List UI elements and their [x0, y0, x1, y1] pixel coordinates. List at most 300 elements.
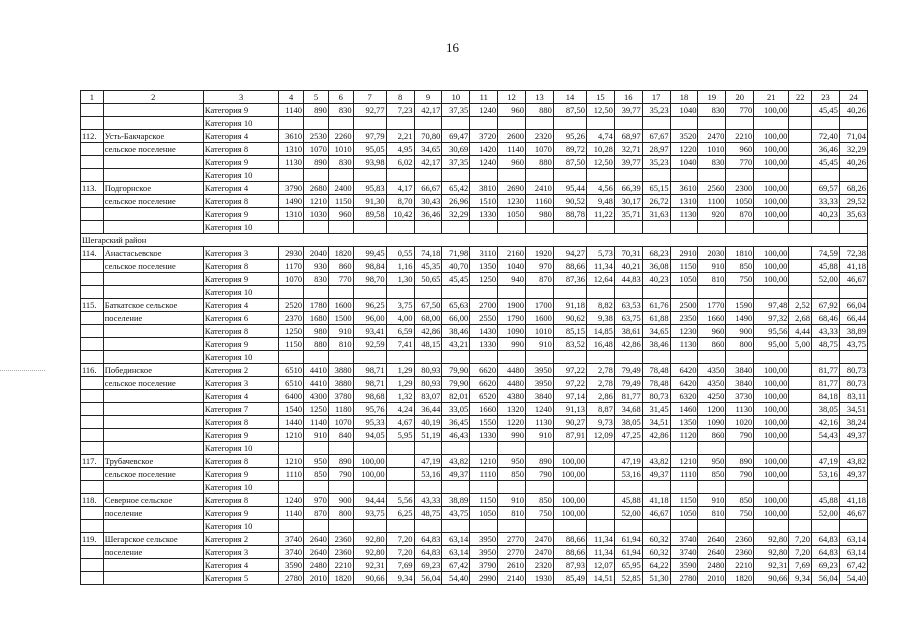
- category-label: Категория 10: [203, 520, 278, 533]
- value-cell: 47,19: [614, 455, 642, 468]
- value-cell: 2930: [279, 247, 304, 260]
- header-cell: 10: [442, 91, 470, 104]
- value-cell: 2360: [328, 546, 353, 559]
- value-cell: 840: [328, 429, 353, 442]
- value-cell: 90,52: [553, 195, 586, 208]
- category-label: Категория 3: [203, 247, 278, 260]
- row-number: [81, 104, 104, 117]
- value-cell: 890: [328, 455, 353, 468]
- value-cell: 49,37: [442, 468, 470, 481]
- value-cell: 80,93: [414, 377, 442, 390]
- category-label: Категория 9: [203, 507, 278, 520]
- header-cell: 16: [614, 91, 642, 104]
- value-cell: 770: [328, 273, 353, 286]
- value-cell: [812, 520, 840, 533]
- value-cell: 94,27: [553, 247, 586, 260]
- value-cell: 97,32: [754, 312, 789, 325]
- value-cell: [498, 117, 526, 130]
- header-cell: 2: [103, 91, 203, 104]
- row-number: [81, 442, 104, 455]
- value-cell: 72,40: [812, 130, 840, 143]
- value-cell: 64,83: [414, 546, 442, 559]
- table-row: [81, 559, 868, 572]
- value-cell: 91,13: [553, 403, 586, 416]
- value-cell: [328, 221, 353, 234]
- value-cell: 2210: [726, 130, 754, 143]
- value-cell: 78,48: [642, 377, 670, 390]
- value-cell: 2600: [498, 130, 526, 143]
- value-cell: 1130: [526, 416, 554, 429]
- row-number: 116.: [81, 364, 104, 377]
- value-cell: [328, 169, 353, 182]
- value-cell: 1210: [470, 455, 498, 468]
- value-cell: [304, 351, 329, 364]
- settlement-name: [103, 481, 203, 494]
- value-cell: 100,00: [754, 273, 789, 286]
- settlement-name: поселение: [103, 312, 203, 325]
- value-cell: 0,55: [386, 247, 414, 260]
- value-cell: 2560: [698, 182, 726, 195]
- value-cell: [526, 117, 554, 130]
- value-cell: [470, 351, 498, 364]
- value-cell: 2370: [279, 312, 304, 325]
- header-cell: 22: [789, 91, 812, 104]
- settlement-name: [103, 403, 203, 416]
- value-cell: 90,27: [553, 416, 586, 429]
- value-cell: [304, 221, 329, 234]
- value-cell: 860: [698, 429, 726, 442]
- value-cell: [789, 117, 812, 130]
- value-cell: [789, 455, 812, 468]
- value-cell: 810: [698, 507, 726, 520]
- value-cell: 1120: [670, 429, 698, 442]
- value-cell: 1780: [304, 299, 329, 312]
- value-cell: 52,00: [614, 507, 642, 520]
- table-row: [81, 130, 868, 143]
- value-cell: 61,94: [614, 533, 642, 546]
- settlement-name: [103, 104, 203, 117]
- value-cell: 66,67: [414, 182, 442, 195]
- value-cell: [812, 169, 840, 182]
- value-cell: [642, 520, 670, 533]
- settlement-name: [103, 416, 203, 429]
- value-cell: 69,23: [414, 559, 442, 572]
- value-cell: 4,74: [586, 130, 614, 143]
- value-cell: 3840: [726, 377, 754, 390]
- header-cell: 13: [526, 91, 554, 104]
- value-cell: 78,48: [642, 364, 670, 377]
- value-cell: 79,90: [442, 377, 470, 390]
- value-cell: 3,75: [386, 299, 414, 312]
- value-cell: [586, 286, 614, 299]
- value-cell: [614, 169, 642, 182]
- value-cell: 69,23: [812, 559, 840, 572]
- value-cell: 43,33: [414, 494, 442, 507]
- value-cell: 66,39: [614, 182, 642, 195]
- value-cell: 1490: [726, 312, 754, 325]
- value-cell: 65,95: [614, 559, 642, 572]
- value-cell: 92,80: [754, 546, 789, 559]
- row-number: [81, 351, 104, 364]
- value-cell: [789, 442, 812, 455]
- value-cell: 12,64: [586, 273, 614, 286]
- value-cell: 830: [698, 156, 726, 169]
- value-cell: 35,71: [614, 208, 642, 221]
- value-cell: [789, 390, 812, 403]
- value-cell: 3590: [670, 559, 698, 572]
- row-number: 119.: [81, 533, 104, 546]
- value-cell: 67,67: [642, 130, 670, 143]
- value-cell: [614, 520, 642, 533]
- value-cell: [414, 481, 442, 494]
- value-cell: 4,00: [386, 312, 414, 325]
- row-number: [81, 208, 104, 221]
- value-cell: 2010: [698, 572, 726, 585]
- value-cell: 34,68: [614, 403, 642, 416]
- value-cell: 4250: [698, 390, 726, 403]
- value-cell: 1930: [526, 572, 554, 585]
- value-cell: 61,76: [642, 299, 670, 312]
- value-cell: 1590: [726, 299, 754, 312]
- value-cell: [754, 351, 789, 364]
- category-label: Категория 4: [203, 390, 278, 403]
- value-cell: 1150: [328, 195, 353, 208]
- row-number: [81, 520, 104, 533]
- value-cell: 51,19: [414, 429, 442, 442]
- value-cell: 38,61: [614, 325, 642, 338]
- value-cell: 63,14: [839, 533, 867, 546]
- value-cell: 1600: [526, 312, 554, 325]
- value-cell: 32,29: [442, 208, 470, 221]
- value-cell: [812, 442, 840, 455]
- value-cell: 3790: [470, 559, 498, 572]
- header-cell: 5: [304, 91, 329, 104]
- settlement-name: Шегарское сельское: [103, 533, 203, 546]
- value-cell: [789, 416, 812, 429]
- row-number: [81, 117, 104, 130]
- value-cell: [698, 221, 726, 234]
- value-cell: [698, 117, 726, 130]
- value-cell: [526, 351, 554, 364]
- value-cell: 98,70: [353, 273, 386, 286]
- value-cell: 5,95: [386, 429, 414, 442]
- value-cell: 1,29: [386, 377, 414, 390]
- value-cell: 1310: [670, 195, 698, 208]
- value-cell: 970: [304, 494, 329, 507]
- value-cell: 69,47: [442, 130, 470, 143]
- value-cell: 45,88: [812, 260, 840, 273]
- value-cell: 47,25: [614, 429, 642, 442]
- value-cell: [498, 481, 526, 494]
- value-cell: 52,85: [614, 572, 642, 585]
- value-cell: [442, 117, 470, 130]
- value-cell: 35,23: [642, 104, 670, 117]
- value-cell: 95,00: [754, 338, 789, 351]
- value-cell: 83,07: [414, 390, 442, 403]
- value-cell: [789, 351, 812, 364]
- value-cell: 1210: [279, 455, 304, 468]
- value-cell: [442, 481, 470, 494]
- value-cell: 91,18: [553, 299, 586, 312]
- value-cell: [498, 286, 526, 299]
- value-cell: 7,20: [386, 546, 414, 559]
- value-cell: 1210: [670, 455, 698, 468]
- row-number: [81, 143, 104, 156]
- row-number: [81, 156, 104, 169]
- settlement-name: [103, 169, 203, 182]
- value-cell: 26,72: [642, 195, 670, 208]
- value-cell: 2140: [498, 572, 526, 585]
- value-cell: 36,08: [642, 260, 670, 273]
- table-row: [81, 429, 868, 442]
- value-cell: 63,14: [839, 546, 867, 559]
- value-cell: 850: [526, 494, 554, 507]
- value-cell: 910: [698, 260, 726, 273]
- value-cell: 1460: [670, 403, 698, 416]
- value-cell: 42,86: [642, 429, 670, 442]
- category-label: Категория 8: [203, 260, 278, 273]
- value-cell: [353, 221, 386, 234]
- value-cell: 49,37: [839, 429, 867, 442]
- value-cell: 3730: [726, 390, 754, 403]
- value-cell: 3590: [279, 559, 304, 572]
- value-cell: [386, 455, 414, 468]
- value-cell: 3610: [279, 130, 304, 143]
- value-cell: 100,00: [553, 494, 586, 507]
- value-cell: 74,59: [812, 247, 840, 260]
- value-cell: 1070: [526, 143, 554, 156]
- value-cell: 67,92: [812, 299, 840, 312]
- value-cell: [328, 442, 353, 455]
- value-cell: [470, 221, 498, 234]
- value-cell: 2400: [328, 182, 353, 195]
- value-cell: 1040: [670, 156, 698, 169]
- value-cell: 1490: [279, 195, 304, 208]
- value-cell: 49,37: [839, 468, 867, 481]
- value-cell: 64,83: [812, 546, 840, 559]
- value-cell: 40,26: [839, 104, 867, 117]
- value-cell: 63,14: [442, 546, 470, 559]
- value-cell: 1310: [279, 208, 304, 221]
- value-cell: 1,16: [386, 260, 414, 273]
- value-cell: [754, 481, 789, 494]
- value-cell: 830: [328, 104, 353, 117]
- value-cell: [353, 520, 386, 533]
- table-row: [81, 312, 868, 325]
- category-label: Категория 10: [203, 351, 278, 364]
- category-label: Категория 10: [203, 169, 278, 182]
- value-cell: 8,82: [586, 299, 614, 312]
- value-cell: [279, 351, 304, 364]
- value-cell: [328, 481, 353, 494]
- table-row: [81, 195, 868, 208]
- value-cell: [642, 351, 670, 364]
- value-cell: 850: [698, 468, 726, 481]
- value-cell: 3740: [279, 546, 304, 559]
- value-cell: 1070: [328, 416, 353, 429]
- value-cell: 51,30: [642, 572, 670, 585]
- value-cell: 98,68: [353, 390, 386, 403]
- row-number: 118.: [81, 494, 104, 507]
- value-cell: [614, 286, 642, 299]
- value-cell: 45,35: [414, 260, 442, 273]
- value-cell: 96,00: [353, 312, 386, 325]
- settlement-name: [103, 325, 203, 338]
- value-cell: 6620: [470, 377, 498, 390]
- value-cell: 35,23: [642, 156, 670, 169]
- header-cell: 1: [81, 91, 104, 104]
- value-cell: 12,07: [586, 559, 614, 572]
- value-cell: 890: [304, 156, 329, 169]
- value-cell: 92,31: [353, 559, 386, 572]
- value-cell: 1110: [470, 468, 498, 481]
- value-cell: 100,00: [754, 429, 789, 442]
- value-cell: 7,23: [386, 104, 414, 117]
- value-cell: 53,16: [614, 468, 642, 481]
- category-label: Категория 8: [203, 143, 278, 156]
- value-cell: 910: [698, 494, 726, 507]
- value-cell: 870: [304, 507, 329, 520]
- value-cell: 36,46: [414, 208, 442, 221]
- value-cell: 1140: [304, 416, 329, 429]
- value-cell: [789, 507, 812, 520]
- value-cell: [789, 377, 812, 390]
- value-cell: 850: [304, 468, 329, 481]
- value-cell: 3740: [670, 546, 698, 559]
- value-cell: 46,67: [839, 273, 867, 286]
- value-cell: [614, 442, 642, 455]
- value-cell: 14,85: [586, 325, 614, 338]
- value-cell: 3790: [279, 182, 304, 195]
- value-cell: [670, 221, 698, 234]
- value-cell: 47,19: [414, 455, 442, 468]
- value-cell: 7,69: [386, 559, 414, 572]
- header-cell: 17: [642, 91, 670, 104]
- row-number: 112.: [81, 130, 104, 143]
- value-cell: 90,66: [353, 572, 386, 585]
- value-cell: 1150: [279, 338, 304, 351]
- category-label: Категория 4: [203, 130, 278, 143]
- settlement-name: [103, 572, 203, 585]
- value-cell: 2680: [304, 182, 329, 195]
- value-cell: 860: [328, 260, 353, 273]
- value-cell: 38,89: [442, 494, 470, 507]
- value-cell: 53,16: [414, 468, 442, 481]
- value-cell: [698, 351, 726, 364]
- value-cell: [498, 351, 526, 364]
- header-cell: 12: [498, 91, 526, 104]
- value-cell: 2910: [670, 247, 698, 260]
- value-cell: 98,84: [353, 260, 386, 273]
- value-cell: [526, 169, 554, 182]
- value-cell: 1820: [328, 247, 353, 260]
- value-cell: 1010: [328, 143, 353, 156]
- value-cell: 1790: [498, 312, 526, 325]
- value-cell: 100,00: [754, 416, 789, 429]
- table-row: [81, 104, 868, 117]
- table-row: [81, 351, 868, 364]
- value-cell: 6,25: [386, 507, 414, 520]
- value-cell: 100,00: [754, 494, 789, 507]
- row-number: [81, 221, 104, 234]
- value-cell: 4,95: [386, 143, 414, 156]
- value-cell: 790: [726, 429, 754, 442]
- value-cell: 910: [498, 494, 526, 507]
- value-cell: 1240: [526, 403, 554, 416]
- value-cell: [353, 169, 386, 182]
- header-cell: 7: [353, 91, 386, 104]
- value-cell: [839, 221, 867, 234]
- value-cell: 42,86: [414, 325, 442, 338]
- settlement-name: [103, 286, 203, 299]
- category-label: Категория 3: [203, 546, 278, 559]
- row-number: [81, 260, 104, 273]
- settlement-name: [103, 442, 203, 455]
- table-row: [81, 455, 868, 468]
- value-cell: [414, 117, 442, 130]
- value-cell: 4,17: [386, 182, 414, 195]
- value-cell: 91,30: [353, 195, 386, 208]
- value-cell: 80,73: [642, 390, 670, 403]
- value-cell: 810: [498, 507, 526, 520]
- value-cell: 2,68: [789, 312, 812, 325]
- value-cell: 890: [304, 104, 329, 117]
- value-cell: 1240: [279, 494, 304, 507]
- table-row: [81, 156, 868, 169]
- category-label: Категория 2: [203, 364, 278, 377]
- value-cell: [470, 520, 498, 533]
- value-cell: 7,20: [386, 533, 414, 546]
- value-cell: [789, 247, 812, 260]
- value-cell: 67,42: [442, 559, 470, 572]
- value-cell: [586, 494, 614, 507]
- value-cell: 28,97: [642, 143, 670, 156]
- value-cell: 83,11: [839, 390, 867, 403]
- value-cell: 2360: [726, 533, 754, 546]
- value-cell: [586, 117, 614, 130]
- category-label: Категория 10: [203, 117, 278, 130]
- value-cell: 47,19: [812, 455, 840, 468]
- value-cell: 79,49: [614, 364, 642, 377]
- table-row: [81, 182, 868, 195]
- category-label: Категория 2: [203, 533, 278, 546]
- value-cell: 100,00: [754, 468, 789, 481]
- value-cell: [553, 520, 586, 533]
- table-row: [81, 377, 868, 390]
- value-cell: 1250: [279, 325, 304, 338]
- settlement-name: Баткатское сельское: [103, 299, 203, 312]
- value-cell: 910: [328, 325, 353, 338]
- value-cell: [789, 169, 812, 182]
- value-cell: 100,00: [754, 104, 789, 117]
- value-cell: 2700: [470, 299, 498, 312]
- value-cell: 1140: [498, 143, 526, 156]
- value-cell: 33,33: [812, 195, 840, 208]
- value-cell: 92,80: [353, 546, 386, 559]
- value-cell: 2410: [526, 182, 554, 195]
- value-cell: 39,77: [614, 156, 642, 169]
- value-cell: [586, 221, 614, 234]
- value-cell: [279, 286, 304, 299]
- row-number: [81, 481, 104, 494]
- value-cell: [789, 481, 812, 494]
- value-cell: 92,80: [353, 533, 386, 546]
- value-cell: 12,50: [586, 104, 614, 117]
- settlement-name: [103, 338, 203, 351]
- value-cell: [754, 520, 789, 533]
- settlement-name: [103, 559, 203, 572]
- value-cell: [553, 286, 586, 299]
